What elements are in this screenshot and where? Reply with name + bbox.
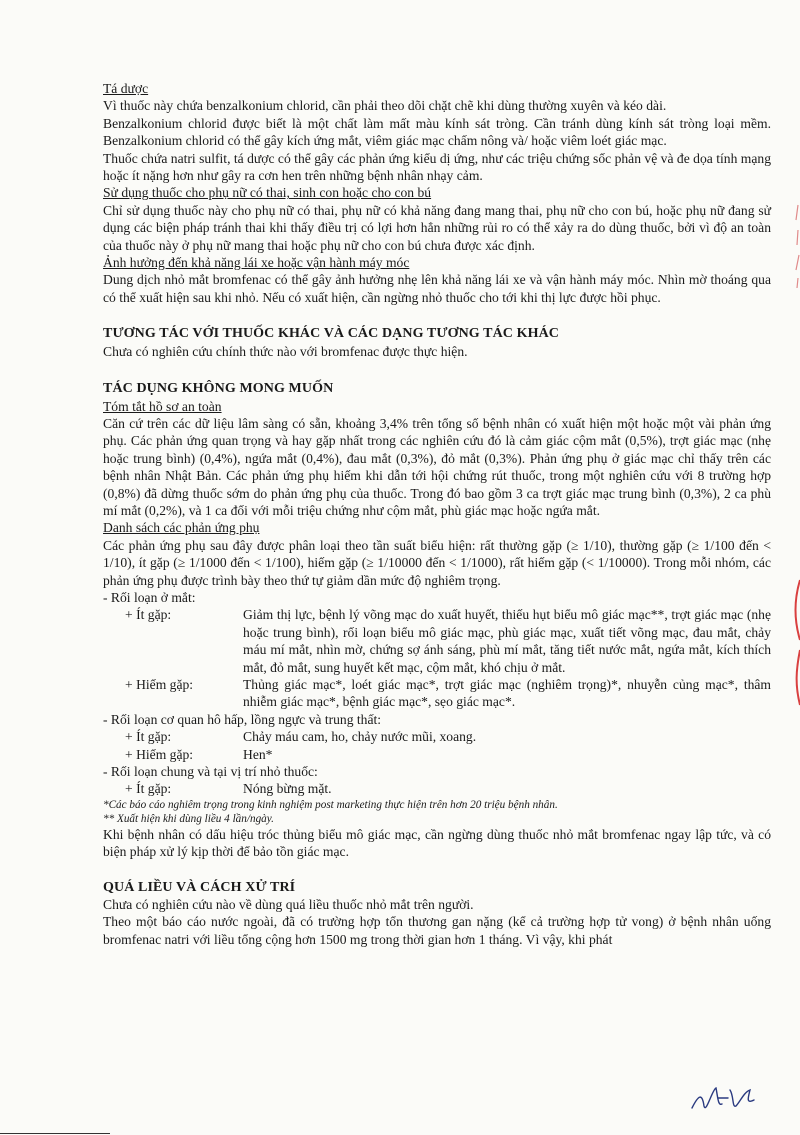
paragraph: Chỉ sử dụng thuốc này cho phụ nữ có thai, phụ nữ có khả năng đang mang thai, phụ nữ cho con bú, hoặc phụ nữ đang sử dụng các biện pháp tránh thai khi thấy điều trị có lợi hơn hẳn những rủi ro có thể xảy ra do dùng thuốc, bởi vì độ an toàn của thuốc này ở phụ nữ mang thai hoặc phụ nữ cho con bú chưa được xác định. xyxy=(103,202,771,253)
list-item xyxy=(103,780,771,797)
heading-adverse-effects: TÁC DỤNG KHÔNG MONG MUỐN xyxy=(103,381,334,397)
heading-interactions: TƯƠNG TÁC VỚI THUỐC KHÁC VÀ CÁC DẠNG TƯƠNG TÁC KHÁC xyxy=(103,326,559,342)
group-eye-disorders: - Rối loạn ở mắt: xyxy=(103,589,196,605)
frequency-text: Giảm thị lực, bệnh lý võng mạc do xuất huyết, thiếu hụt biểu mô giác mạc**, trợt giác mạc (nhẹ hoặc trung bình), rối loạn biểu mô giác mạc, phù giác mạc, xuất tiết võng mạc, đau mắt, chảy máu mí mắt, nhìn mờ, chứng sợ ánh sáng, phù mí mắt, tăng tiết nước mắt, ngứa mắt, kích thích mắt, đỏ mắt, sung huyết kết mạc, cộm mắt, khó chịu ở mắt. xyxy=(243,607,771,675)
frequency-label: + Ít gặp: xyxy=(125,729,172,745)
group-respiratory-disorders: - Rối loạn cơ quan hô hấp, lồng ngực và trung thất: xyxy=(103,711,382,727)
subheading-safety-summary: Tóm tắt hồ sơ an toàn xyxy=(103,398,222,414)
paragraph: Vì thuốc này chứa benzalkonium chlorid, cần phải theo dõi chặt chẽ khi dùng thường xuyên và kéo dài. xyxy=(103,98,667,114)
heading-excipients: Tá dược xyxy=(103,81,149,96)
paragraph: Dung dịch nhỏ mắt bromfenac có thể gây ảnh hưởng nhẹ lên khả năng lái xe và vận hành máy móc. Nhìn mờ thoáng qua có thể xuất hiện sau khi nhỏ. Nếu có xuất hiện, cần ngừng nhỏ thuốc cho tới khi thị lực được hồi phục. xyxy=(103,272,771,305)
paragraph: Các phản ứng phụ sau đây được phân loại theo tần suất biểu hiện: rất thường gặp (≥ 1/10), thường gặp (≥ 1/100 đến < 1/10), ít gặp (≥ 1/1000 đến < 1/100), hiếm gặp (≥ 1/10000 đến < 1/1000), rất hiếm gặp (< 1/10000). Trong mỗi nhóm, các phản ứng phụ được trình bày theo thứ tự giảm dần mức độ nghiêm trọng. xyxy=(103,537,771,588)
footnote: *Các báo cáo nghiêm trọng trong kinh nghiệm post marketing thực hiện trên hơn 20 triệu bệnh nhân. xyxy=(103,798,558,811)
frequency-text: Chảy máu cam, ho, chảy nước mũi, xoang. xyxy=(243,729,477,745)
footnote: ** Xuất hiện khi dùng liều 4 lần/ngày. xyxy=(103,812,274,825)
paragraph: Căn cứ trên các dữ liệu lâm sàng có sẵn, khoảng 3,4% trên tổng số bệnh nhân có xuất hiện một hoặc một vài phản ứng phụ. Các phản ứng quan trọng và hay gặp nhất trong các nghiên cứu đó là cảm giác cộm mắt (0,5%), trợt giác mạc (nhẹ hoặc trung bình) (0,4%), ngứa mắt (0,4%), đau mắt (0,3%), đỏ mắt (0,3%). Phản ứng phụ ở giác mạc chỉ thấy trên các bệnh nhân Nhật Bản. Các phản ứng phụ hiếm khi dẫn tới hội chứng rút thuốc, trong một nghiên cứu với 8 trường hợp (0,8%) đã dừng thuốc sớm do phản ứng phụ của thuốc. Trong đó bao gồm 3 ca trợt giác mạc trung bình (0,3%), 2 ca phù mí mắt (0,2%), và 1 ca đối với mỗi triệu chứng như cộm mắt, phù giác mạc hoặc ngứa mắt. xyxy=(103,415,771,518)
frequency-text: Nóng bừng mặt. xyxy=(243,781,332,797)
document-page xyxy=(103,80,771,948)
heading-overdose: QUÁ LIỀU VÀ CÁCH XỬ TRÍ xyxy=(103,879,296,895)
stamp-edge-mark xyxy=(792,200,800,290)
frequency-label: + Hiếm gặp: xyxy=(125,677,194,692)
frequency-label: + Ít gặp: xyxy=(125,781,172,797)
frequency-label: + Hiếm gặp: xyxy=(125,746,194,762)
group-general-disorders: - Rối loạn chung và tại vị trí nhỏ thuốc: xyxy=(103,764,318,780)
list-item xyxy=(103,728,771,745)
paragraph: Chưa có nghiên cứu chính thức nào với bromfenac được thực hiện. xyxy=(103,343,468,359)
frequency-label: + Ít gặp: xyxy=(125,607,172,623)
list-item xyxy=(103,746,771,763)
paragraph: Khi bệnh nhân có dấu hiệu tróc thủng biểu mô giác mạc, cần ngừng dùng thuốc nhỏ mắt bromfenac ngay lập tức, và có biện pháp xử lý kịp thời để bảo tồn giác mạc. xyxy=(103,826,771,860)
heading-driving: Ảnh hưởng đến khả năng lái xe hoặc vận hành máy móc xyxy=(103,255,410,271)
frequency-text: Thủng giác mạc*, loét giác mạc*, trợt giác mạc (nghiêm trọng)*, nhuyễn củng mạc*, thâm nhiễm giác mạc*, bệnh giác mạc*, sẹo giác mạc*. xyxy=(243,677,771,710)
heading-pregnancy: Sử dụng thuốc cho phụ nữ có thai, sinh con hoặc cho con bú xyxy=(103,185,432,201)
frequency-text: Hen* xyxy=(243,746,273,762)
list-item xyxy=(103,606,771,676)
paragraph: Benzalkonium chlorid được biết là một chất làm mất màu kính sát tròng. Cần tránh dùng kính sát tròng loại mềm. Benzalkonium chlorid có thể gây kích ứng mắt, viêm giác mạc chấm nông và/ hoặc viêm loét giác mạc. xyxy=(103,115,771,149)
page-divider xyxy=(0,1133,110,1134)
subheading-adverse-list: Danh sách các phản ứng phụ xyxy=(103,520,260,536)
paragraph: Theo một báo cáo nước ngoài, đã có trường hợp tổn thương gan nặng (kể cả trường hợp tử vong) ở bệnh nhân uống bromfenac natri với liều tổng cộng hơn 1500 mg trong thời gian hơn 1 tháng. Vì vậy, khi phát xyxy=(103,914,771,947)
paragraph: Chưa có nghiên cứu nào về dùng quá liều thuốc nhỏ mắt trên người. xyxy=(103,897,474,913)
paragraph: Thuốc chứa natri sulfit, tá dược có thể gây các phản ứng kiểu dị ứng, như các triệu chứng sốc phản vệ và đe dọa tính mạng hoặc ít nặng hơn như gây ra cơn hen trên những bệnh nhân nhạy cảm. xyxy=(103,150,771,184)
list-item xyxy=(103,676,771,711)
signature-mark xyxy=(688,1078,760,1118)
stamp-edge-mark xyxy=(792,560,800,710)
